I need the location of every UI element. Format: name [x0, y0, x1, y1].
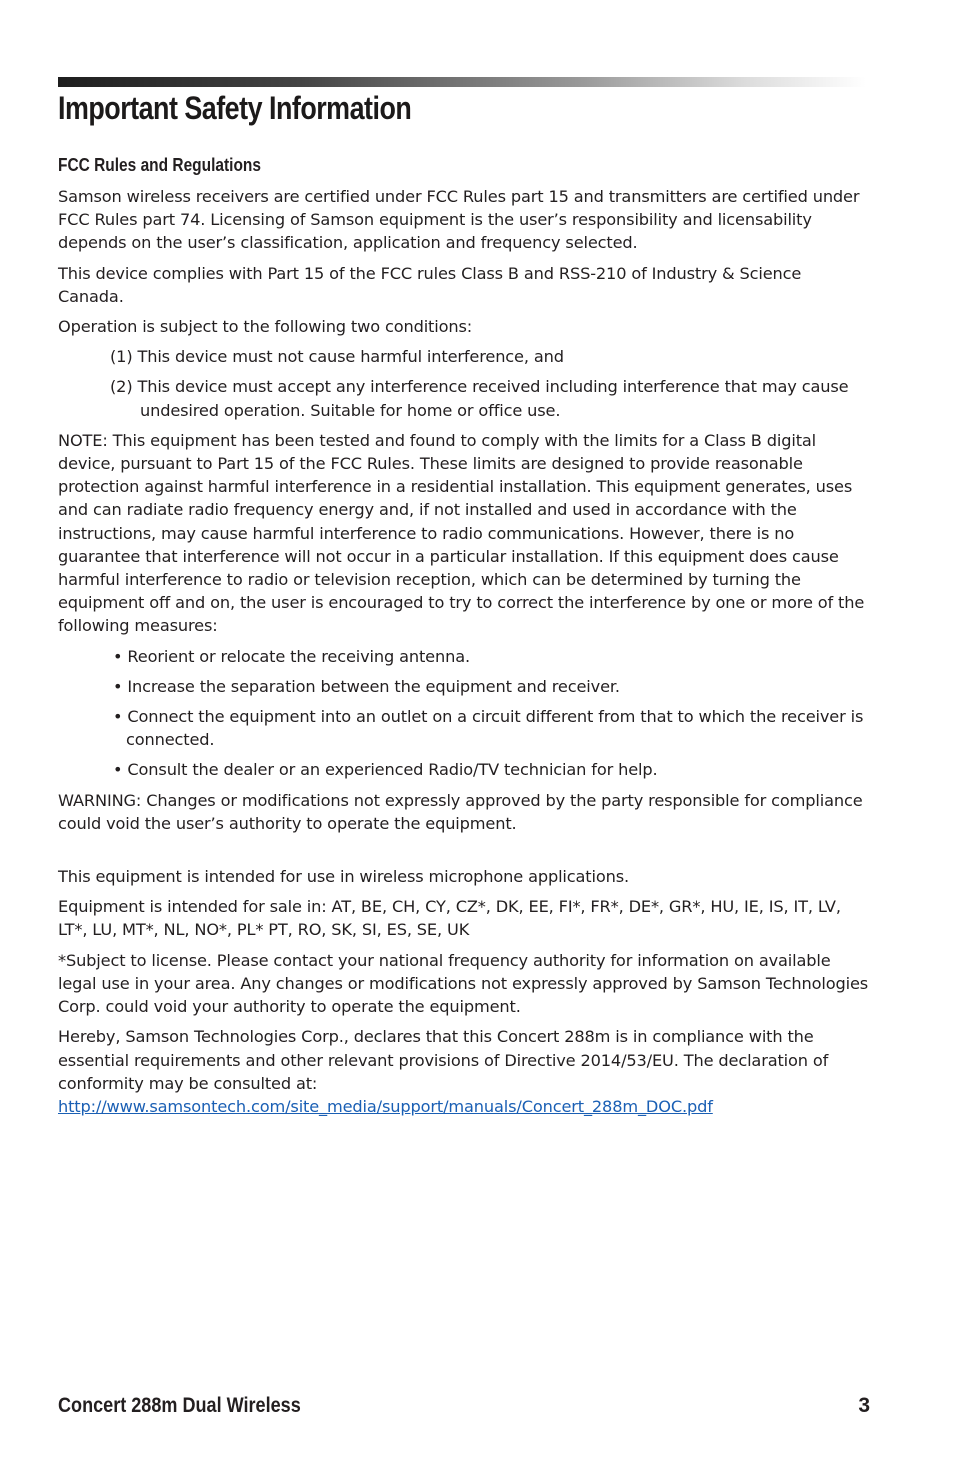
measure-item: • Increase the separation between the equipment and receiver. [113, 676, 620, 696]
paragraph-compliance: This device complies with Part 15 of the FCC rules Class B and RSS-210 of Industry & Science Canada. [58, 263, 802, 306]
footer-page-number: 3 [858, 1394, 870, 1417]
paragraph-certification: Samson wireless receivers are certified under FCC Rules part 15 and transmitters are certified under FCC Rules part 74. Licensing of Samson equipment is the user’s responsibility and licensability depends on the user’s classification, application and frequency selected. [58, 187, 860, 253]
paragraph-license-note: *Subject to license. Please contact your national frequency authority for information on available legal use in your area. Any changes or modifications not expressly approved by Samson Technologies Corp. could void your authority to operate the equipment. [58, 950, 869, 1017]
paragraph-intended-use: This equipment is intended for use in wireless microphone applications. [58, 867, 629, 887]
paragraph-sale-countries: Equipment is intended for sale in: AT, BE, CH, CY, CZ*, DK, EE, FI*, FR*, DE*, GR*, HU, IE, IS, IT, LV, LT*, LU, MT*, NL, NO*, PL* PT, RO, SK, SI, ES, SE, UK [58, 897, 841, 940]
measure-item: • Consult the dealer or an experienced Radio/TV technician for help. [113, 760, 658, 780]
paragraph-note: NOTE: This equipment has been tested and found to comply with the limits for a Class B digital device, pursuant to Part 15 of the FCC Rules. These limits are designed to provide reasonable protection against harmful interference in a residential installation. This equipment generates, uses and can radiate radio frequency energy and, if not installed and used in accordance with the instructions, may cause harmful interference to radio communications. However, there is no guarantee that interference will not occur in a particular installation. If this equipment does cause harmful interference to radio or television reception, which can be determined by turning the equipment off and on, the user is encouraged to try to correct the interference by one or more of the following measures: [58, 430, 865, 636]
condition-item: (2) This device must accept any interference received including interference that may cause undesired operation. Suitable for home or office use. [110, 377, 849, 420]
header-gradient-rule [58, 77, 866, 87]
paragraph-declaration [58, 1025, 870, 1118]
declaration-text: Hereby, Samson Technologies Corp., declares that this Concert 288m is in compliance with the essential requirements and other relevant provisions of Directive 2014/53/EU. The declaration of conformity may be consulted at: [58, 1027, 829, 1093]
footer-product-name: Concert 288m Dual Wireless [58, 1394, 301, 1417]
paragraph-conditions-intro: Operation is subject to the following two conditions: [58, 317, 473, 337]
measure-item: • Reorient or relocate the receiving antenna. [113, 646, 470, 666]
section-spacer [58, 842, 870, 865]
page-title: Important Safety Information [58, 90, 412, 126]
condition-item: (1) This device must not cause harmful interference, and [110, 347, 564, 367]
measure-item: • Connect the equipment into an outlet on a circuit different from that to which the receiver is connected. [113, 707, 864, 750]
declaration-link[interactable]: http://www.samsontech.com/site_media/support/manuals/Concert_288m_DOC.pdf [58, 1096, 713, 1116]
body-text [58, 185, 870, 1125]
section-heading: FCC Rules and Regulations [58, 155, 261, 175]
paragraph-warning: WARNING: Changes or modifications not expressly approved by the party responsible for compliance could void the user’s authority to operate the equipment. [58, 790, 863, 833]
